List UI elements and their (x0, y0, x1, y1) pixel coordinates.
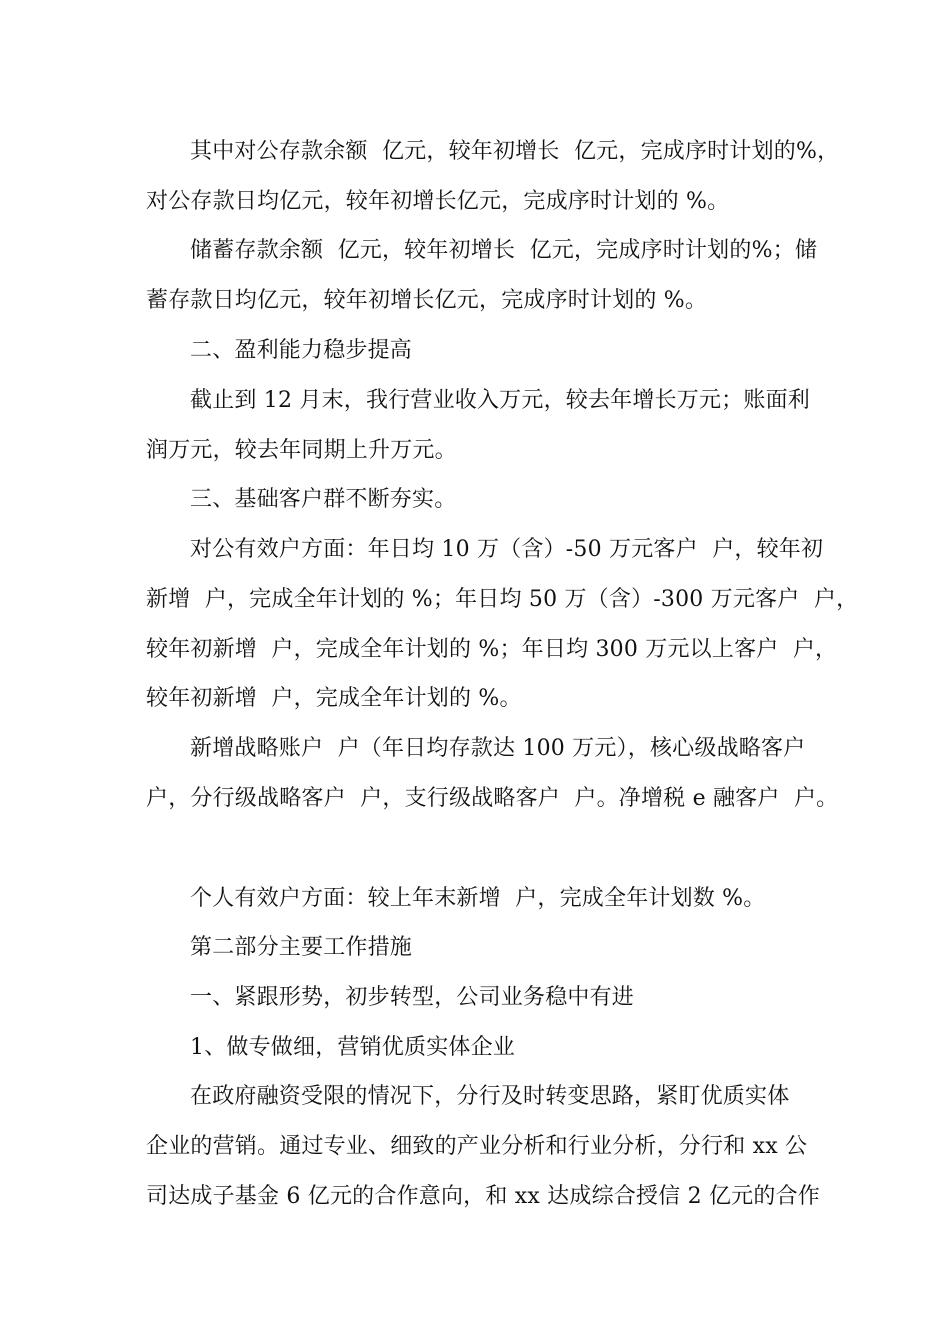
subsection-heading: 1、做专做细，营销优质实体企业 (190, 1035, 515, 1060)
text-line: 其中对公存款余额 亿元，较年初增长 亿元，完成序时计划的%， (190, 139, 840, 164)
text-line: 较年初新增 户，完成全年计划的 %。 (146, 686, 522, 711)
text-line: 对公有效户方面：年日均 10 万（含）-50 万元客户 户，较年初 (190, 537, 824, 562)
text-line: 企业的营销。通过专业、细致的产业分析和行业分析，分行和 xx 公 (146, 1134, 808, 1159)
section-heading: 第二部分主要工作措施 (190, 935, 413, 960)
section-heading: 三、基础客户群不断夯实。 (190, 487, 457, 512)
text-line: 对公存款日均亿元，较年初增长亿元，完成序时计划的 %。 (146, 189, 730, 214)
text-line: 户，分行级战略客户 户，支行级战略客户 户。净增税 e 融客户 户。 (146, 786, 839, 811)
text-line: 新增 户，完成全年计划的 %；年日均 50 万（含）-300 万元客户 户， (146, 587, 859, 612)
text-line: 储蓄存款余额 亿元，较年初增长 亿元，完成序时计划的%；储 (190, 238, 818, 263)
text-line: 司达成子基金 6 亿元的合作意向，和 xx 达成综合授信 2 亿元的合作 (146, 1184, 820, 1209)
text-line: 在政府融资受限的情况下，分行及时转变思路，紧盯优质实体 (190, 1084, 790, 1109)
text-line: 截止到 12 月末，我行营业收入万元，较去年增长万元；账面利 (190, 388, 810, 413)
text-line: 蓄存款日均亿元，较年初增长亿元，完成序时计划的 %。 (146, 288, 708, 313)
text-line: 较年初新增 户，完成全年计划的 %；年日均 300 万元以上客户 户， (146, 637, 838, 662)
text-line: 个人有效户方面：较上年末新增 户，完成全年计划数 %。 (190, 886, 766, 911)
section-heading: 一、紧跟形势，初步转型，公司业务稳中有进 (190, 985, 635, 1010)
text-line: 润万元，较去年同期上升万元。 (146, 438, 457, 463)
text-line: 新增战略账户 户（年日均存款达 100 万元），核心级战略客户 (190, 736, 806, 761)
section-heading: 二、盈利能力稳步提高 (190, 338, 413, 363)
